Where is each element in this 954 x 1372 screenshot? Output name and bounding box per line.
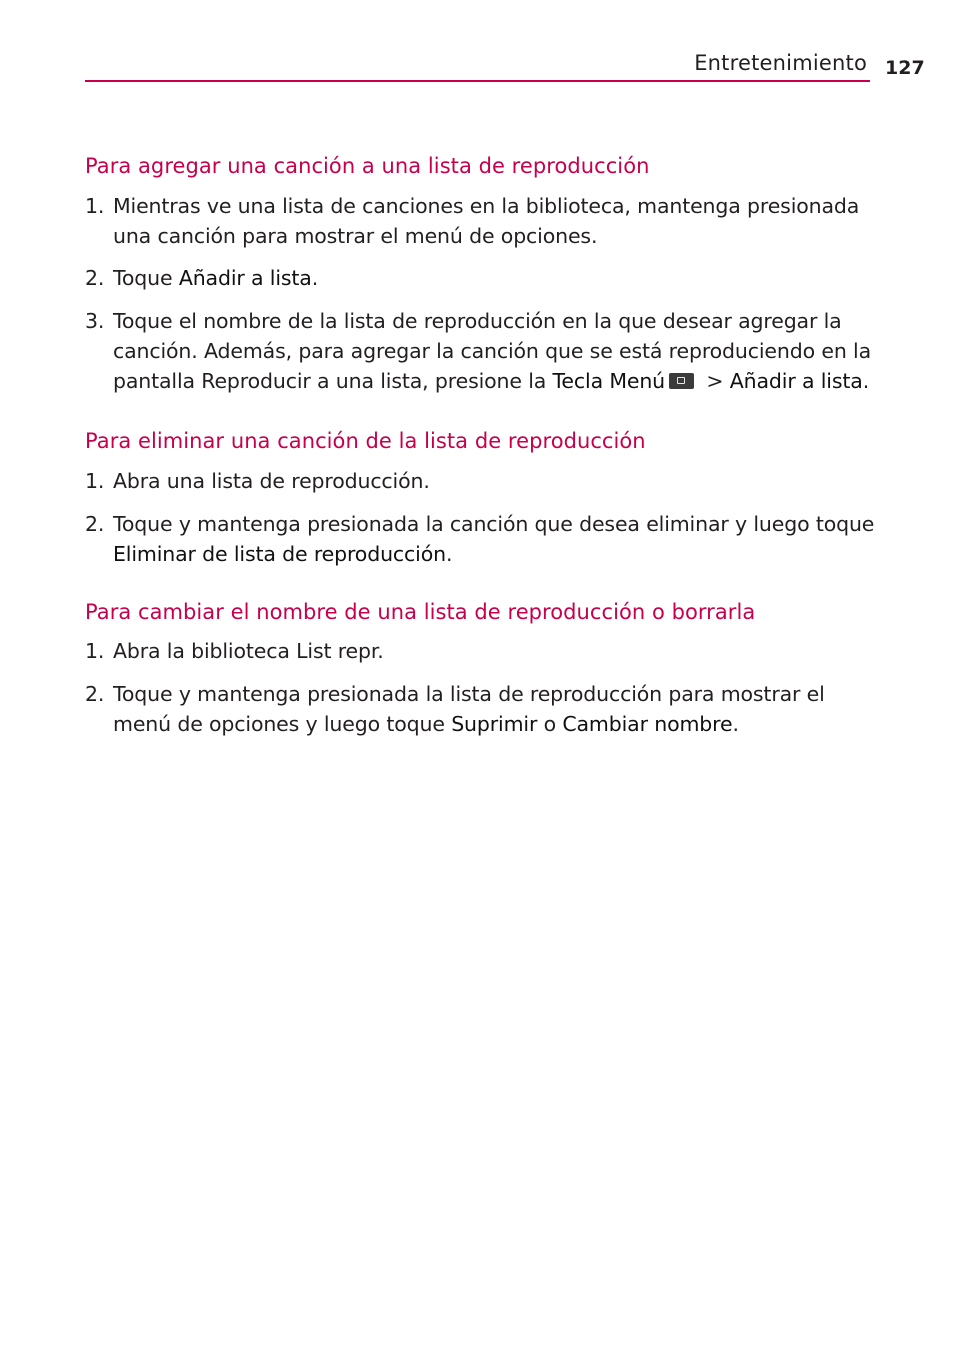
section-heading-remove-song: Para eliminar una canción de la lista de reproducción — [85, 429, 646, 453]
step-item — [85, 466, 875, 496]
step-text-end: . — [445, 542, 453, 566]
steps-list-add-song — [85, 191, 875, 396]
step-text-end: . — [311, 266, 319, 290]
ui-term-remove-from-list: Eliminar de lista de reproducción — [113, 542, 446, 566]
step-text: Toque — [113, 266, 179, 290]
step-number: 1. — [85, 639, 105, 663]
step-number: 1. — [85, 194, 105, 218]
step-text: Toque el nombre de la lista de reproducción en la que desear agregar la canción. Además, para agregar la canción que se está reproduciendo en la pantalla Reproducir a una lista, presione la — [113, 309, 871, 393]
step-text-end: . — [862, 369, 870, 393]
ui-term-add-to-list: Añadir a lista — [729, 369, 863, 393]
ui-term-rename: Cambiar nombre — [562, 712, 733, 736]
step-item — [85, 306, 875, 396]
step-text: Abra la biblioteca List repr. — [113, 639, 384, 663]
steps-list-rename-delete — [85, 636, 875, 739]
step-text-middle: o — [537, 712, 563, 736]
ui-term-delete: Suprimir — [451, 712, 538, 736]
step-number: 1. — [85, 469, 105, 493]
step-number: 2. — [85, 512, 105, 536]
section-heading-rename-delete: Para cambiar el nombre de una lista de reproducción o borrarla — [85, 600, 756, 624]
header-divider — [85, 80, 870, 82]
step-text-end: . — [732, 712, 739, 736]
section-heading-add-song: Para agregar una canción a una lista de reproducción — [85, 154, 650, 178]
page-content — [85, 152, 875, 739]
step-separator: > — [700, 369, 730, 393]
step-item — [85, 636, 875, 666]
step-text: Mientras ve una lista de canciones en la biblioteca, mantenga presionada una canción para mostrar el menú de opciones. — [113, 194, 860, 248]
step-number: 2. — [85, 682, 105, 706]
step-item — [85, 191, 875, 251]
step-item — [85, 679, 875, 739]
menu-key-icon — [669, 373, 694, 389]
step-text: Toque y mantenga presionada la canción que desea eliminar y luego toque — [113, 512, 875, 536]
step-text: Toque y mantenga presionada la lista de reproducción para mostrar el menú de opciones y luego toque — [113, 682, 825, 736]
ui-term-menu-key: Tecla Menú — [552, 369, 666, 393]
steps-list-remove-song — [85, 466, 875, 569]
step-number: 3. — [85, 309, 105, 333]
page-number: 127 — [885, 57, 925, 79]
step-text: Abra una lista de reproducción. — [113, 469, 430, 493]
step-number: 2. — [85, 266, 105, 290]
running-header-title: Entretenimiento — [694, 51, 867, 75]
step-item — [85, 509, 875, 569]
ui-term-add-to-list: Añadir a lista — [178, 266, 312, 290]
step-item — [85, 263, 875, 293]
